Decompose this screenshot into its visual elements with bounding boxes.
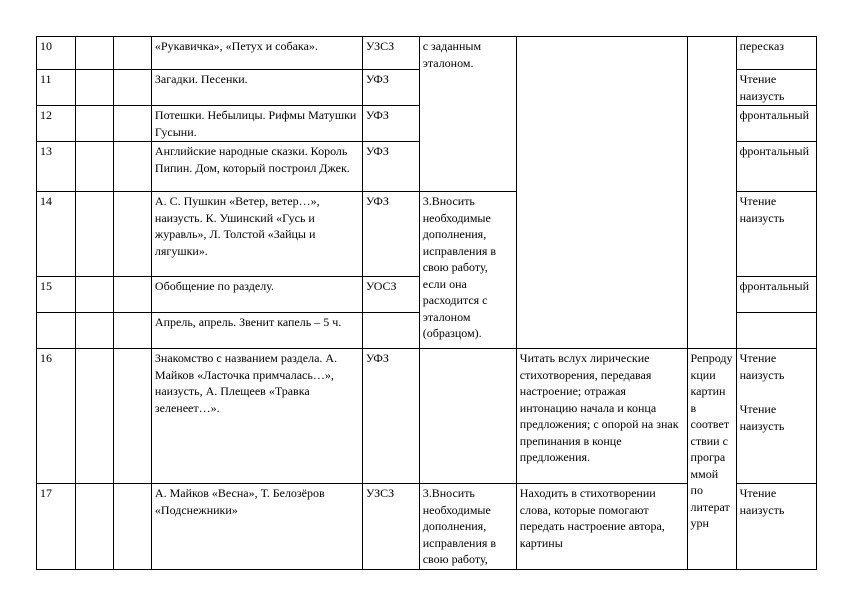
activity-cell: Читать вслух лирические стихотворения, передавая настроение; отражая интонацию начала и конца предложения; с опорой на знак препинания в конце предложения. bbox=[516, 349, 687, 484]
lesson-number bbox=[37, 313, 76, 349]
control-cell: с заданным эталоном. bbox=[419, 37, 516, 192]
lesson-type bbox=[362, 313, 419, 349]
lesson-result: Чтение наизусть bbox=[736, 484, 816, 570]
lesson-number: 15 bbox=[37, 277, 76, 313]
lesson-type: УФЗ bbox=[362, 106, 419, 142]
lesson-type: УЗСЗ bbox=[362, 484, 419, 570]
lesson-number: 10 bbox=[37, 37, 76, 70]
activity-cell: Находить в стихотворении слова, которые помогают передать настроение автора, картины bbox=[516, 484, 687, 570]
lesson-number: 13 bbox=[37, 142, 76, 192]
lesson-topic: «Рукавичка», «Петух и собака». bbox=[151, 37, 362, 70]
resource-cell: Репродукции картин в соответствии с программой по литературн bbox=[687, 349, 736, 570]
lesson-plan-table bbox=[36, 36, 817, 570]
lesson-number: 14 bbox=[37, 192, 76, 277]
section-title: Апрель, апрель. Звенит капель – 5 ч. bbox=[151, 313, 362, 349]
lesson-number: 12 bbox=[37, 106, 76, 142]
control-cell: 3.Вносить необходимые дополнения, исправления в свою работу, если она расходится с эталоном (образцом). bbox=[419, 192, 516, 349]
lesson-result: фронтальный bbox=[736, 106, 816, 142]
lesson-topic: Обобщение по разделу. bbox=[151, 277, 362, 313]
lesson-type: УФЗ bbox=[362, 70, 419, 106]
lesson-topic: Потешки. Небылицы. Рифмы Матушки Гусыни. bbox=[151, 106, 362, 142]
lesson-type: УЗСЗ bbox=[362, 37, 419, 70]
lesson-result: Чтение наизусть bbox=[736, 192, 816, 277]
table-row bbox=[37, 349, 817, 484]
lesson-result: Чтение наизусть bbox=[736, 70, 816, 106]
lesson-type: УФЗ bbox=[362, 192, 419, 277]
lesson-type: УОСЗ bbox=[362, 277, 419, 313]
control-cell: 3.Вносить необходимые дополнения, исправления в свою работу, bbox=[419, 484, 516, 570]
lesson-topic: Загадки. Песенки. bbox=[151, 70, 362, 106]
lesson-result bbox=[736, 313, 816, 349]
lesson-result: пересказ bbox=[736, 37, 816, 70]
lesson-topic: А. С. Пушкин «Ветер, ветер…», наизусть. К. Ушинский «Гусь и журавль», Л. Толстой «Зайцы и лягушки». bbox=[151, 192, 362, 277]
lesson-result: фронтальный bbox=[736, 142, 816, 192]
lesson-type: УФЗ bbox=[362, 349, 419, 484]
lesson-result: Чтение наизусть Чтение наизусть bbox=[736, 349, 816, 484]
lesson-number: 16 bbox=[37, 349, 76, 484]
lesson-topic: Знакомство с названием раздела. А. Майков «Ласточка примчалась…», наизусть, А. Плещеев «Травка зеленеет…». bbox=[151, 349, 362, 484]
lesson-topic: Английские народные сказки. Король Пипин. Дом, который построил Джек. bbox=[151, 142, 362, 192]
table-row bbox=[37, 37, 817, 70]
lesson-topic: А. Майков «Весна», Т. Белозёров «Подснежники» bbox=[151, 484, 362, 570]
lesson-result: фронтальный bbox=[736, 277, 816, 313]
lesson-type: УФЗ bbox=[362, 142, 419, 192]
lesson-number: 17 bbox=[37, 484, 76, 570]
lesson-number: 11 bbox=[37, 70, 76, 106]
